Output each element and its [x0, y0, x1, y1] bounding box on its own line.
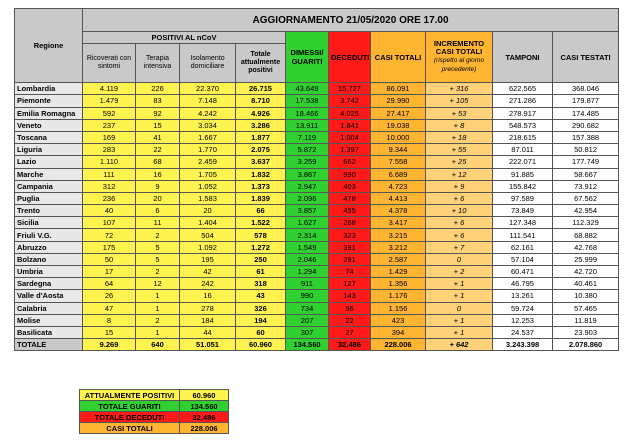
cell-incremento: + 1 — [426, 326, 493, 338]
table-row — [15, 192, 619, 204]
table-row — [15, 266, 619, 278]
cell-totale-positivi: 194 — [236, 314, 286, 326]
cell-casi-testati: 42.720 — [553, 266, 619, 278]
cell-casi-totali: 6.689 — [371, 168, 426, 180]
cell-regione: Puglia — [15, 192, 83, 204]
cell-isolamento: 22.370 — [180, 83, 236, 95]
cell-deceduti: 74 — [329, 266, 371, 278]
positivi-group-header: POSITIVI AL nCoV — [83, 32, 286, 44]
table-row — [15, 205, 619, 217]
cell-ricoverati: 312 — [83, 180, 136, 192]
incremento-note: (rispetto al giorno precedente) — [433, 57, 485, 74]
table-body — [15, 83, 619, 351]
cell-incremento: + 2 — [426, 266, 493, 278]
cell-regione: TOTALE — [15, 339, 83, 351]
cell-casi-testati: 2.078.860 — [553, 339, 619, 351]
cell-incremento: + 55 — [426, 144, 493, 156]
cell-tamponi: 155.842 — [493, 180, 553, 192]
cell-incremento: + 10 — [426, 205, 493, 217]
cell-tamponi: 218.615 — [493, 131, 553, 143]
cell-casi-totali: 423 — [371, 314, 426, 326]
cell-dimessi: 2.947 — [286, 180, 329, 192]
cell-totale-positivi: 61 — [236, 266, 286, 278]
cell-incremento: + 1 — [426, 278, 493, 290]
legend-row — [80, 423, 229, 434]
cell-totale-positivi: 318 — [236, 278, 286, 290]
cell-isolamento: 278 — [180, 302, 236, 314]
table-row — [15, 290, 619, 302]
cell-terapia: 92 — [136, 107, 180, 119]
table-row — [15, 241, 619, 253]
cell-isolamento: 42 — [180, 266, 236, 278]
cell-tamponi: 97.589 — [493, 192, 553, 204]
cell-terapia: 41 — [136, 131, 180, 143]
cell-regione: Sicilia — [15, 217, 83, 229]
cell-tamponi: 60.471 — [493, 266, 553, 278]
cell-regione: Bolzano — [15, 253, 83, 265]
tamponi-header: TAMPONI — [493, 32, 553, 83]
cell-ricoverati: 17 — [83, 266, 136, 278]
cell-ricoverati: 1.479 — [83, 95, 136, 107]
cell-tamponi: 222.071 — [493, 156, 553, 168]
cell-tamponi: 57.104 — [493, 253, 553, 265]
cell-terapia: 68 — [136, 156, 180, 168]
table-row — [15, 119, 619, 131]
incremento-header — [426, 32, 493, 83]
cell-tamponi: 278.917 — [493, 107, 553, 119]
cell-regione: Basilicata — [15, 326, 83, 338]
total-row — [15, 339, 619, 351]
cell-isolamento: 1.770 — [180, 144, 236, 156]
terapia-header: Terapia intensiva — [136, 44, 180, 83]
cell-isolamento: 51.051 — [180, 339, 236, 351]
cell-incremento: + 25 — [426, 156, 493, 168]
table-row — [15, 229, 619, 241]
cell-totale-positivi: 8.710 — [236, 95, 286, 107]
cell-incremento: + 7 — [426, 241, 493, 253]
legend-label: TOTALE GUARITI — [80, 401, 180, 412]
cell-isolamento: 44 — [180, 326, 236, 338]
cell-regione: Calabria — [15, 302, 83, 314]
cell-ricoverati: 169 — [83, 131, 136, 143]
cell-casi-totali: 4.723 — [371, 180, 426, 192]
cell-incremento: + 105 — [426, 95, 493, 107]
casi-testati-header: CASI TESTATI — [553, 32, 619, 83]
legend-row — [80, 390, 229, 401]
cell-tamponi: 73.849 — [493, 205, 553, 217]
cell-tamponi: 3.243.398 — [493, 339, 553, 351]
cell-deceduti: 291 — [329, 253, 371, 265]
cell-terapia: 11 — [136, 217, 180, 229]
cell-isolamento: 184 — [180, 314, 236, 326]
cell-ricoverati: 236 — [83, 192, 136, 204]
cell-dimessi: 2.314 — [286, 229, 329, 241]
cell-incremento: + 6 — [426, 192, 493, 204]
cell-isolamento: 1.052 — [180, 180, 236, 192]
cell-casi-testati: 67.562 — [553, 192, 619, 204]
ricoverati-header: Ricoverati con sintomi — [83, 44, 136, 83]
cell-totale-positivi: 578 — [236, 229, 286, 241]
cell-dimessi: 1.627 — [286, 217, 329, 229]
cell-ricoverati: 111 — [83, 168, 136, 180]
cell-incremento: 0 — [426, 302, 493, 314]
cell-terapia: 22 — [136, 144, 180, 156]
cell-deceduti: 403 — [329, 180, 371, 192]
cell-terapia: 226 — [136, 83, 180, 95]
cell-regione: Lazio — [15, 156, 83, 168]
cell-isolamento: 1.404 — [180, 217, 236, 229]
legend-row — [80, 412, 229, 423]
cell-isolamento: 1.705 — [180, 168, 236, 180]
cell-deceduti: 27 — [329, 326, 371, 338]
cell-casi-totali: 4.413 — [371, 192, 426, 204]
cell-casi-testati: 11.819 — [553, 314, 619, 326]
cell-regione: Trento — [15, 205, 83, 217]
cell-incremento: + 8 — [426, 119, 493, 131]
cell-regione: Friuli V.G. — [15, 229, 83, 241]
cell-dimessi: 3.857 — [286, 205, 329, 217]
cell-casi-testati: 73.912 — [553, 180, 619, 192]
cell-tamponi: 87.011 — [493, 144, 553, 156]
totale-positivi-header: Totale attualmente positivi — [236, 44, 286, 83]
cell-totale-positivi: 4.926 — [236, 107, 286, 119]
cell-regione: Abruzzo — [15, 241, 83, 253]
cell-casi-testati: 290.682 — [553, 119, 619, 131]
cell-deceduti: 391 — [329, 241, 371, 253]
cell-ricoverati: 4.119 — [83, 83, 136, 95]
cell-casi-testati: 57.465 — [553, 302, 619, 314]
cell-terapia: 15 — [136, 119, 180, 131]
table-row — [15, 95, 619, 107]
cell-totale-positivi: 1.373 — [236, 180, 286, 192]
cell-regione: Emilia Romagna — [15, 107, 83, 119]
cell-totale-positivi: 1.272 — [236, 241, 286, 253]
cell-dimessi: 18.466 — [286, 107, 329, 119]
cell-dimessi: 13.911 — [286, 119, 329, 131]
cell-ricoverati: 47 — [83, 302, 136, 314]
table-row — [15, 156, 619, 168]
cell-dimessi: 2.096 — [286, 192, 329, 204]
cell-terapia: 1 — [136, 302, 180, 314]
cell-deceduti: 4.025 — [329, 107, 371, 119]
cell-casi-totali: 1.176 — [371, 290, 426, 302]
cell-dimessi: 5.872 — [286, 144, 329, 156]
cell-tamponi: 111.541 — [493, 229, 553, 241]
cell-ricoverati: 592 — [83, 107, 136, 119]
cell-terapia: 1 — [136, 326, 180, 338]
cell-tamponi: 127.348 — [493, 217, 553, 229]
cell-regione: Campania — [15, 180, 83, 192]
cell-casi-testati: 179.877 — [553, 95, 619, 107]
cell-totale-positivi: 1.839 — [236, 192, 286, 204]
cell-tamponi: 46.795 — [493, 278, 553, 290]
cell-ricoverati: 1.110 — [83, 156, 136, 168]
cell-isolamento: 1.583 — [180, 192, 236, 204]
cell-isolamento: 195 — [180, 253, 236, 265]
legend-value: 134.560 — [180, 401, 229, 412]
cell-dimessi: 2.046 — [286, 253, 329, 265]
legend-label: TOTALE DECEDUTI — [80, 412, 180, 423]
cell-ricoverati: 107 — [83, 217, 136, 229]
cell-ricoverati: 175 — [83, 241, 136, 253]
table-row — [15, 144, 619, 156]
cell-casi-totali: 29.990 — [371, 95, 426, 107]
cell-tamponi: 91.885 — [493, 168, 553, 180]
cell-tamponi: 13.261 — [493, 290, 553, 302]
cell-dimessi: 207 — [286, 314, 329, 326]
cell-regione: Liguria — [15, 144, 83, 156]
cell-casi-testati: 42.768 — [553, 241, 619, 253]
cell-isolamento: 7.148 — [180, 95, 236, 107]
cell-casi-totali: 27.417 — [371, 107, 426, 119]
cell-casi-totali: 3.212 — [371, 241, 426, 253]
cell-casi-testati: 42.954 — [553, 205, 619, 217]
cell-totale-positivi: 66 — [236, 205, 286, 217]
cell-dimessi: 7.119 — [286, 131, 329, 143]
cell-totale-positivi: 1.522 — [236, 217, 286, 229]
cell-ricoverati: 9.269 — [83, 339, 136, 351]
cell-regione: Veneto — [15, 119, 83, 131]
legend-value: 60.960 — [180, 390, 229, 401]
table-row — [15, 253, 619, 265]
cell-incremento: + 316 — [426, 83, 493, 95]
cell-isolamento: 4.242 — [180, 107, 236, 119]
cell-ricoverati: 283 — [83, 144, 136, 156]
table-row — [15, 326, 619, 338]
cell-tamponi: 62.161 — [493, 241, 553, 253]
cell-totale-positivi: 60 — [236, 326, 286, 338]
cell-dimessi: 1.549 — [286, 241, 329, 253]
cell-casi-testati: 23.903 — [553, 326, 619, 338]
cell-casi-totali: 19.038 — [371, 119, 426, 131]
cell-dimessi: 734 — [286, 302, 329, 314]
legend-label: ATTUALMENTE POSITIVI — [80, 390, 180, 401]
cell-ricoverati: 26 — [83, 290, 136, 302]
cell-terapia: 2 — [136, 229, 180, 241]
cell-totale-positivi: 43 — [236, 290, 286, 302]
legend-row — [80, 401, 229, 412]
cell-terapia: 83 — [136, 95, 180, 107]
cell-casi-totali: 3.417 — [371, 217, 426, 229]
isolamento-header: Isolamento domiciliare — [180, 44, 236, 83]
cell-deceduti: 478 — [329, 192, 371, 204]
cell-isolamento: 1.092 — [180, 241, 236, 253]
cell-incremento: + 1 — [426, 314, 493, 326]
cell-tamponi: 271.286 — [493, 95, 553, 107]
cell-terapia: 1 — [136, 290, 180, 302]
cell-incremento: + 6 — [426, 229, 493, 241]
cell-terapia: 6 — [136, 205, 180, 217]
cell-incremento: 0 — [426, 253, 493, 265]
cell-deceduti: 15.727 — [329, 83, 371, 95]
cell-terapia: 2 — [136, 314, 180, 326]
casi-totali-header: CASI TOTALI — [371, 32, 426, 83]
cell-casi-totali: 394 — [371, 326, 426, 338]
cell-casi-totali: 228.006 — [371, 339, 426, 351]
cell-isolamento: 16 — [180, 290, 236, 302]
cell-tamponi: 59.724 — [493, 302, 553, 314]
cell-isolamento: 20 — [180, 205, 236, 217]
cell-isolamento: 3.034 — [180, 119, 236, 131]
table-row — [15, 83, 619, 95]
cell-incremento: + 6 — [426, 217, 493, 229]
cell-casi-testati: 174.485 — [553, 107, 619, 119]
cell-casi-totali: 7.558 — [371, 156, 426, 168]
table-row — [15, 180, 619, 192]
covid-data-table — [14, 8, 619, 351]
table-row — [15, 278, 619, 290]
cell-casi-testati: 10.380 — [553, 290, 619, 302]
cell-casi-testati: 58.667 — [553, 168, 619, 180]
cell-tamponi: 12.253 — [493, 314, 553, 326]
deceduti-header: DECEDUTI — [329, 32, 371, 83]
cell-deceduti: 662 — [329, 156, 371, 168]
cell-incremento: + 18 — [426, 131, 493, 143]
cell-ricoverati: 237 — [83, 119, 136, 131]
cell-casi-totali: 1.156 — [371, 302, 426, 314]
cell-ricoverati: 72 — [83, 229, 136, 241]
cell-tamponi: 548.573 — [493, 119, 553, 131]
cell-casi-totali: 1.429 — [371, 266, 426, 278]
cell-terapia: 5 — [136, 241, 180, 253]
table-row — [15, 131, 619, 143]
cell-totale-positivi: 3.286 — [236, 119, 286, 131]
cell-totale-positivi: 60.960 — [236, 339, 286, 351]
cell-incremento: + 9 — [426, 180, 493, 192]
cell-deceduti: 455 — [329, 205, 371, 217]
cell-terapia: 20 — [136, 192, 180, 204]
cell-regione: Piemonte — [15, 95, 83, 107]
cell-terapia: 9 — [136, 180, 180, 192]
cell-dimessi: 911 — [286, 278, 329, 290]
cell-dimessi: 1.294 — [286, 266, 329, 278]
cell-regione: Sardegna — [15, 278, 83, 290]
incremento-title: INCREMENTO CASI TOTALI — [433, 39, 485, 57]
cell-casi-totali: 3.215 — [371, 229, 426, 241]
cell-casi-testati: 157.388 — [553, 131, 619, 143]
cell-casi-testati: 68.882 — [553, 229, 619, 241]
cell-deceduti: 96 — [329, 302, 371, 314]
cell-ricoverati: 8 — [83, 314, 136, 326]
cell-ricoverati: 64 — [83, 278, 136, 290]
cell-terapia: 640 — [136, 339, 180, 351]
cell-casi-testati: 40.461 — [553, 278, 619, 290]
cell-dimessi: 134.560 — [286, 339, 329, 351]
cell-incremento: + 12 — [426, 168, 493, 180]
cell-ricoverati: 50 — [83, 253, 136, 265]
cell-terapia: 12 — [136, 278, 180, 290]
cell-tamponi: 24.537 — [493, 326, 553, 338]
page-title: AGGIORNAMENTO 21/05/2020 ORE 17.00 — [83, 9, 619, 32]
cell-casi-testati: 177.749 — [553, 156, 619, 168]
legend-value: 32.486 — [180, 412, 229, 423]
cell-deceduti: 1.841 — [329, 119, 371, 131]
cell-ricoverati: 15 — [83, 326, 136, 338]
cell-dimessi: 43.649 — [286, 83, 329, 95]
cell-incremento: + 642 — [426, 339, 493, 351]
cell-casi-totali: 9.344 — [371, 144, 426, 156]
table-row — [15, 302, 619, 314]
cell-deceduti: 3.742 — [329, 95, 371, 107]
cell-terapia: 16 — [136, 168, 180, 180]
cell-regione: Molise — [15, 314, 83, 326]
cell-casi-totali: 86.091 — [371, 83, 426, 95]
cell-dimessi: 17.538 — [286, 95, 329, 107]
cell-dimessi: 990 — [286, 290, 329, 302]
table-row — [15, 314, 619, 326]
regione-header: Regione — [15, 9, 83, 83]
cell-casi-testati: 50.812 — [553, 144, 619, 156]
legend-label: CASI TOTALI — [80, 423, 180, 434]
legend-value: 228.006 — [180, 423, 229, 434]
cell-deceduti: 990 — [329, 168, 371, 180]
cell-totale-positivi: 1.877 — [236, 131, 286, 143]
cell-deceduti: 143 — [329, 290, 371, 302]
cell-isolamento: 2.459 — [180, 156, 236, 168]
cell-isolamento: 504 — [180, 229, 236, 241]
cell-casi-totali: 1.356 — [371, 278, 426, 290]
summary-legend — [79, 389, 229, 434]
cell-incremento: + 53 — [426, 107, 493, 119]
cell-totale-positivi: 2.075 — [236, 144, 286, 156]
cell-regione: Umbria — [15, 266, 83, 278]
cell-tamponi: 622.565 — [493, 83, 553, 95]
cell-deceduti: 268 — [329, 217, 371, 229]
cell-terapia: 2 — [136, 266, 180, 278]
cell-totale-positivi: 3.637 — [236, 156, 286, 168]
cell-casi-totali: 2.587 — [371, 253, 426, 265]
cell-deceduti: 323 — [329, 229, 371, 241]
cell-casi-totali: 10.000 — [371, 131, 426, 143]
table-row — [15, 168, 619, 180]
cell-totale-positivi: 1.832 — [236, 168, 286, 180]
table-row — [15, 217, 619, 229]
dimessi-header: DIMESSI/ GUARITI — [286, 32, 329, 83]
cell-regione: Marche — [15, 168, 83, 180]
cell-incremento: + 1 — [426, 290, 493, 302]
cell-casi-testati: 368.046 — [553, 83, 619, 95]
cell-regione: Valle d'Aosta — [15, 290, 83, 302]
table-row — [15, 107, 619, 119]
cell-deceduti: 127 — [329, 278, 371, 290]
cell-deceduti: 32.486 — [329, 339, 371, 351]
cell-isolamento: 242 — [180, 278, 236, 290]
cell-deceduti: 1.004 — [329, 131, 371, 143]
cell-terapia: 5 — [136, 253, 180, 265]
cell-dimessi: 307 — [286, 326, 329, 338]
cell-dimessi: 3.259 — [286, 156, 329, 168]
cell-casi-testati: 25.999 — [553, 253, 619, 265]
cell-deceduti: 1.397 — [329, 144, 371, 156]
cell-dimessi: 3.867 — [286, 168, 329, 180]
cell-totale-positivi: 326 — [236, 302, 286, 314]
cell-totale-positivi: 250 — [236, 253, 286, 265]
cell-ricoverati: 40 — [83, 205, 136, 217]
cell-isolamento: 1.667 — [180, 131, 236, 143]
cell-totale-positivi: 26.715 — [236, 83, 286, 95]
cell-deceduti: 22 — [329, 314, 371, 326]
cell-casi-totali: 4.378 — [371, 205, 426, 217]
cell-casi-testati: 112.329 — [553, 217, 619, 229]
cell-regione: Lombardia — [15, 83, 83, 95]
cell-regione: Toscana — [15, 131, 83, 143]
